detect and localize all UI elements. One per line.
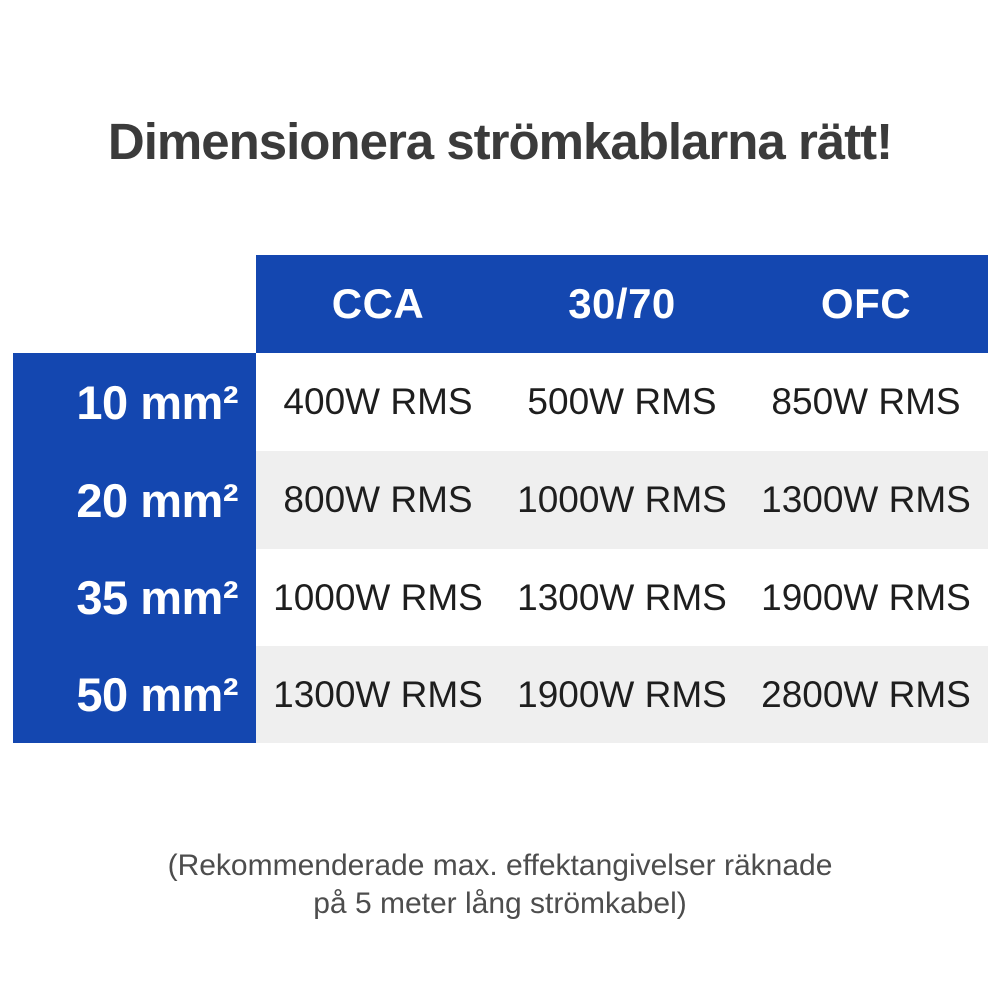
power-rating-cell: 400W RMS (256, 353, 500, 451)
row-label-20mm2: 20 mm² (13, 451, 256, 549)
footnote-line-2: på 5 meter lång strömkabel) (313, 887, 687, 920)
power-rating-cell: 1000W RMS (256, 549, 500, 646)
footnote-line-1: (Rekommenderade max. effektangivelser räknade (167, 849, 833, 882)
column-header-ofc: OFC (744, 255, 988, 353)
power-rating-cell: 2800W RMS (744, 646, 988, 743)
power-rating-cell: 1000W RMS (500, 451, 744, 549)
power-rating-cell: 500W RMS (500, 353, 744, 451)
row-label-10mm2: 10 mm² (13, 353, 256, 451)
power-rating-cell: 1900W RMS (744, 549, 988, 646)
power-rating-cell: 850W RMS (744, 353, 988, 451)
power-rating-cell: 1300W RMS (500, 549, 744, 646)
footnote (0, 847, 1000, 923)
power-rating-cell: 800W RMS (256, 451, 500, 549)
power-rating-cell: 1300W RMS (744, 451, 988, 549)
row-label-50mm2: 50 mm² (13, 646, 256, 743)
column-header-cca: CCA (256, 255, 500, 353)
power-rating-cell: 1900W RMS (500, 646, 744, 743)
power-rating-cell: 1300W RMS (256, 646, 500, 743)
column-header-3070: 30/70 (500, 255, 744, 353)
table-corner-spacer (13, 255, 256, 353)
page-title: Dimensionera strömkablarna rätt! (107, 113, 893, 170)
row-label-35mm2: 35 mm² (13, 549, 256, 646)
power-rating-table (13, 255, 988, 743)
